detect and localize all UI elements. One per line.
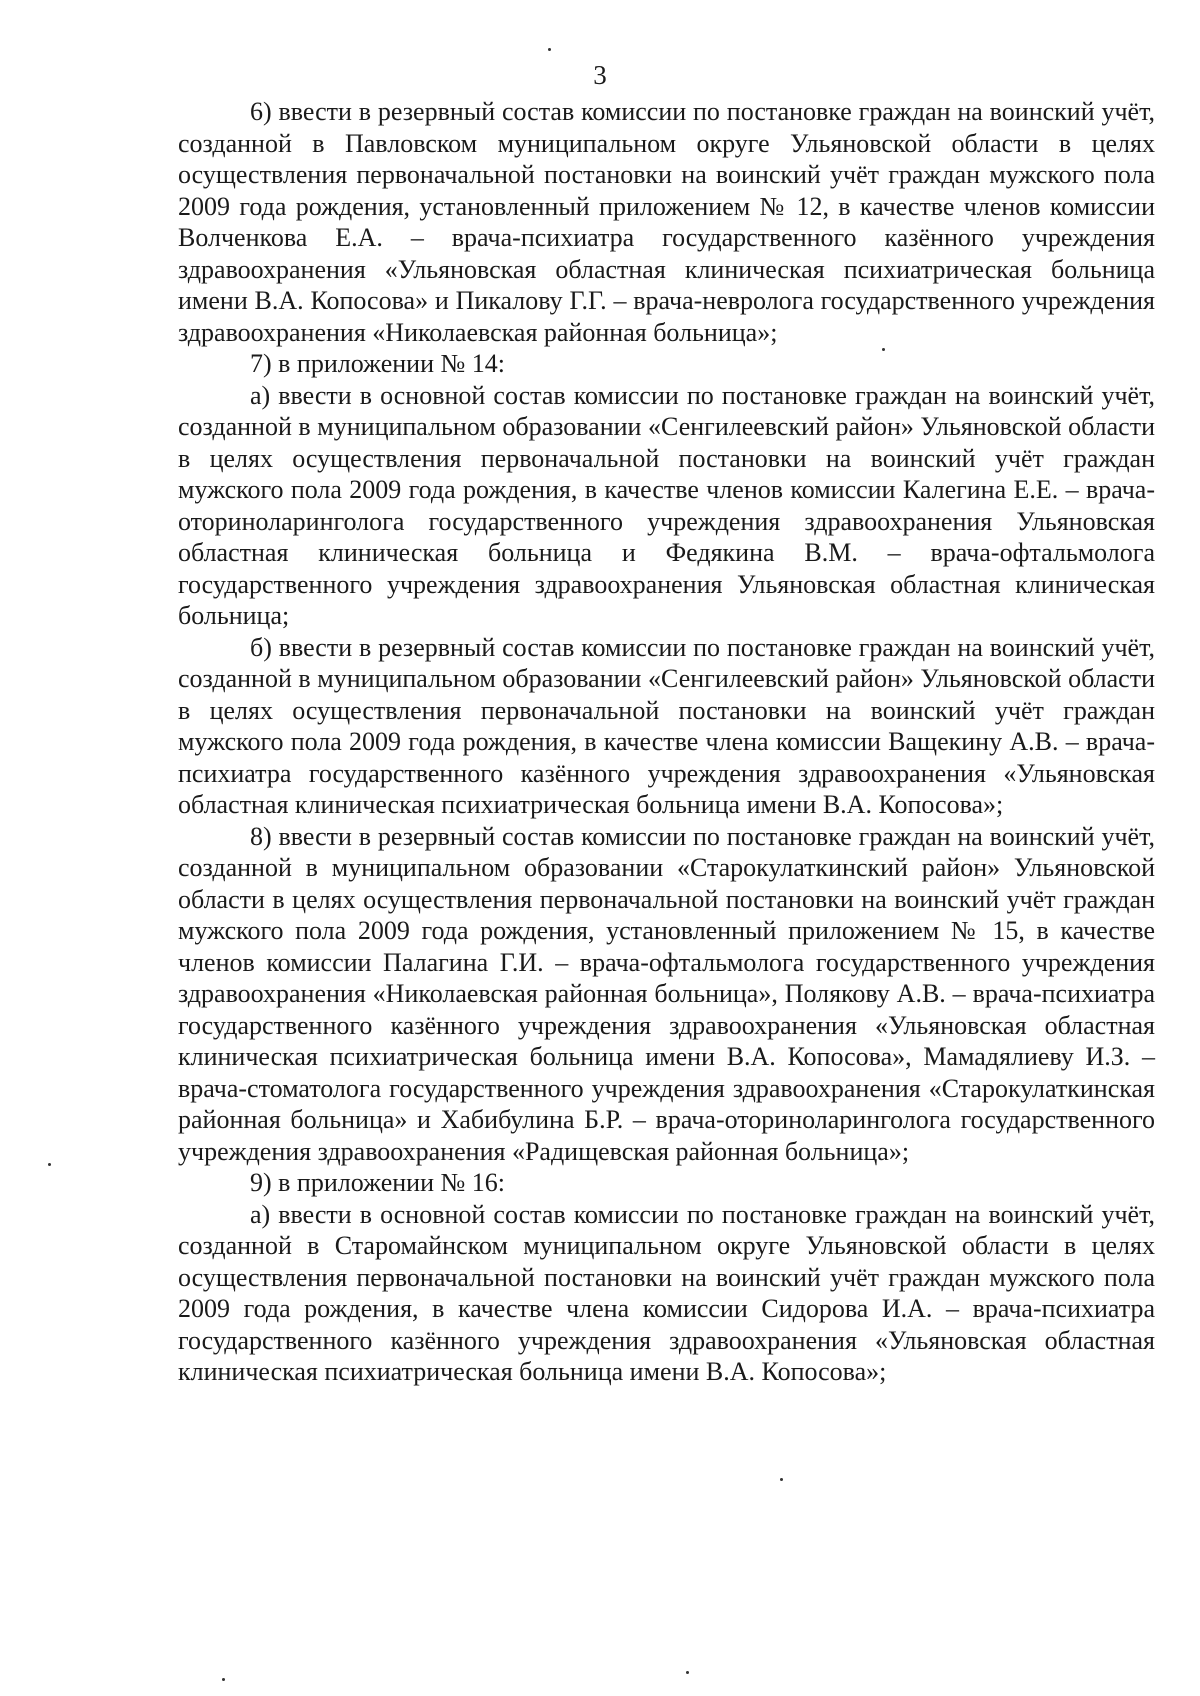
scan-speck (222, 1678, 225, 1681)
paragraph-item-8: 8) ввести в резервный состав комиссии по постановке граждан на воинский учёт, созданной в муниципальном образовании «Старокулаткинский район» Ульяновской области в целях осуществления первоначальной постановки на воинский учёт граждан мужского пола 2009 года рождения, установленный приложением № 15, в качестве членов комиссии Палагина Г.И. – врача-офтальмолога государственного учреждения здравоохранения «Николаевская районная больница», Полякову А.В. – врача-психиатра государственного казённого учреждения здравоохранения «Ульяновская областная клиническая психиатрическая больница имени В.А. Копосова», Мамадялиеву И.З. – врача-стоматолога государственного учреждения здравоохранения «Старокулаткинская районная больница» и Хабибулина Б.Р. – врача-оториноларинголога государственного учреждения здравоохранения «Радищевская районная больница»; (178, 821, 1155, 1166)
paragraph-item-9a: а) ввести в основной состав комиссии по постановке граждан на воинский учёт, созданной в Старомайнском муниципальном округе Ульяновской области в целях осуществления первоначальной постановки на воинский учёт граждан мужского пола 2009 года рождения, в качестве члена комиссии Сидорова И.А. – врача-психиатра государственного казённого учреждения здравоохранения «Ульяновская областная клиническая психиатрическая больница имени В.А. Копосова»; (178, 1199, 1155, 1386)
scan-speck (686, 1671, 689, 1674)
document-body (178, 96, 1155, 1388)
page-number: 3 (593, 60, 607, 90)
paragraph-item-7b: б) ввести в резервный состав комиссии по постановке граждан на воинский учёт, созданной в муниципальном образовании «Сенгилеевский район» Ульяновской области в целях осуществления первоначальной постановки на воинский учёт граждан мужского пола 2009 года рождения, в качестве члена комиссии Ващекину А.В. – врача-психиатра государственного казённого учреждения здравоохранения «Ульяновская областная клиническая психиатрическая больница имени В.А. Копосова»; (178, 632, 1155, 819)
paragraph-item-7: 7) в приложении № 14: (250, 349, 506, 378)
scan-speck (48, 1163, 51, 1166)
paragraph-item-9: 9) в приложении № 16: (250, 1168, 506, 1197)
scan-speck (780, 1478, 783, 1481)
scan-speck (548, 48, 551, 51)
scan-speck (882, 348, 885, 351)
paragraph-item-6: 6) ввести в резервный состав комиссии по постановке граждан на воинский учёт, созданной в Павловском муниципальном округе Ульяновской области в целях осуществления первоначальной постановки на воинский учёт граждан мужского пола 2009 года рождения, установленный приложением № 12, в качестве членов комиссии Волченкова Е.А. – врача-психиатра государственного казённого учреждения здравоохранения «Ульяновская областная клиническая психиатрическая больница имени В.А. Копосова» и Пикалову Г.Г. – врача-невролога государственного учреждения здравоохранения «Николаевская районная больница»; (178, 97, 1155, 347)
paragraph-item-7a: а) ввести в основной состав комиссии по постановке граждан на воинский учёт, созданной в муниципальном образовании «Сенгилеевский район» Ульяновской области в целях осуществления первоначальной постановки на воинский учёт граждан мужского пола 2009 года рождения, в качестве членов комиссии Калегина Е.Е. – врача-оториноларинголога государственного учреждения здравоохранения Ульяновская областная клиническая больница и Федякина В.М. – врача-офтальмолога государственного учреждения здравоохранения Ульяновская областная клиническая больница; (178, 380, 1155, 630)
